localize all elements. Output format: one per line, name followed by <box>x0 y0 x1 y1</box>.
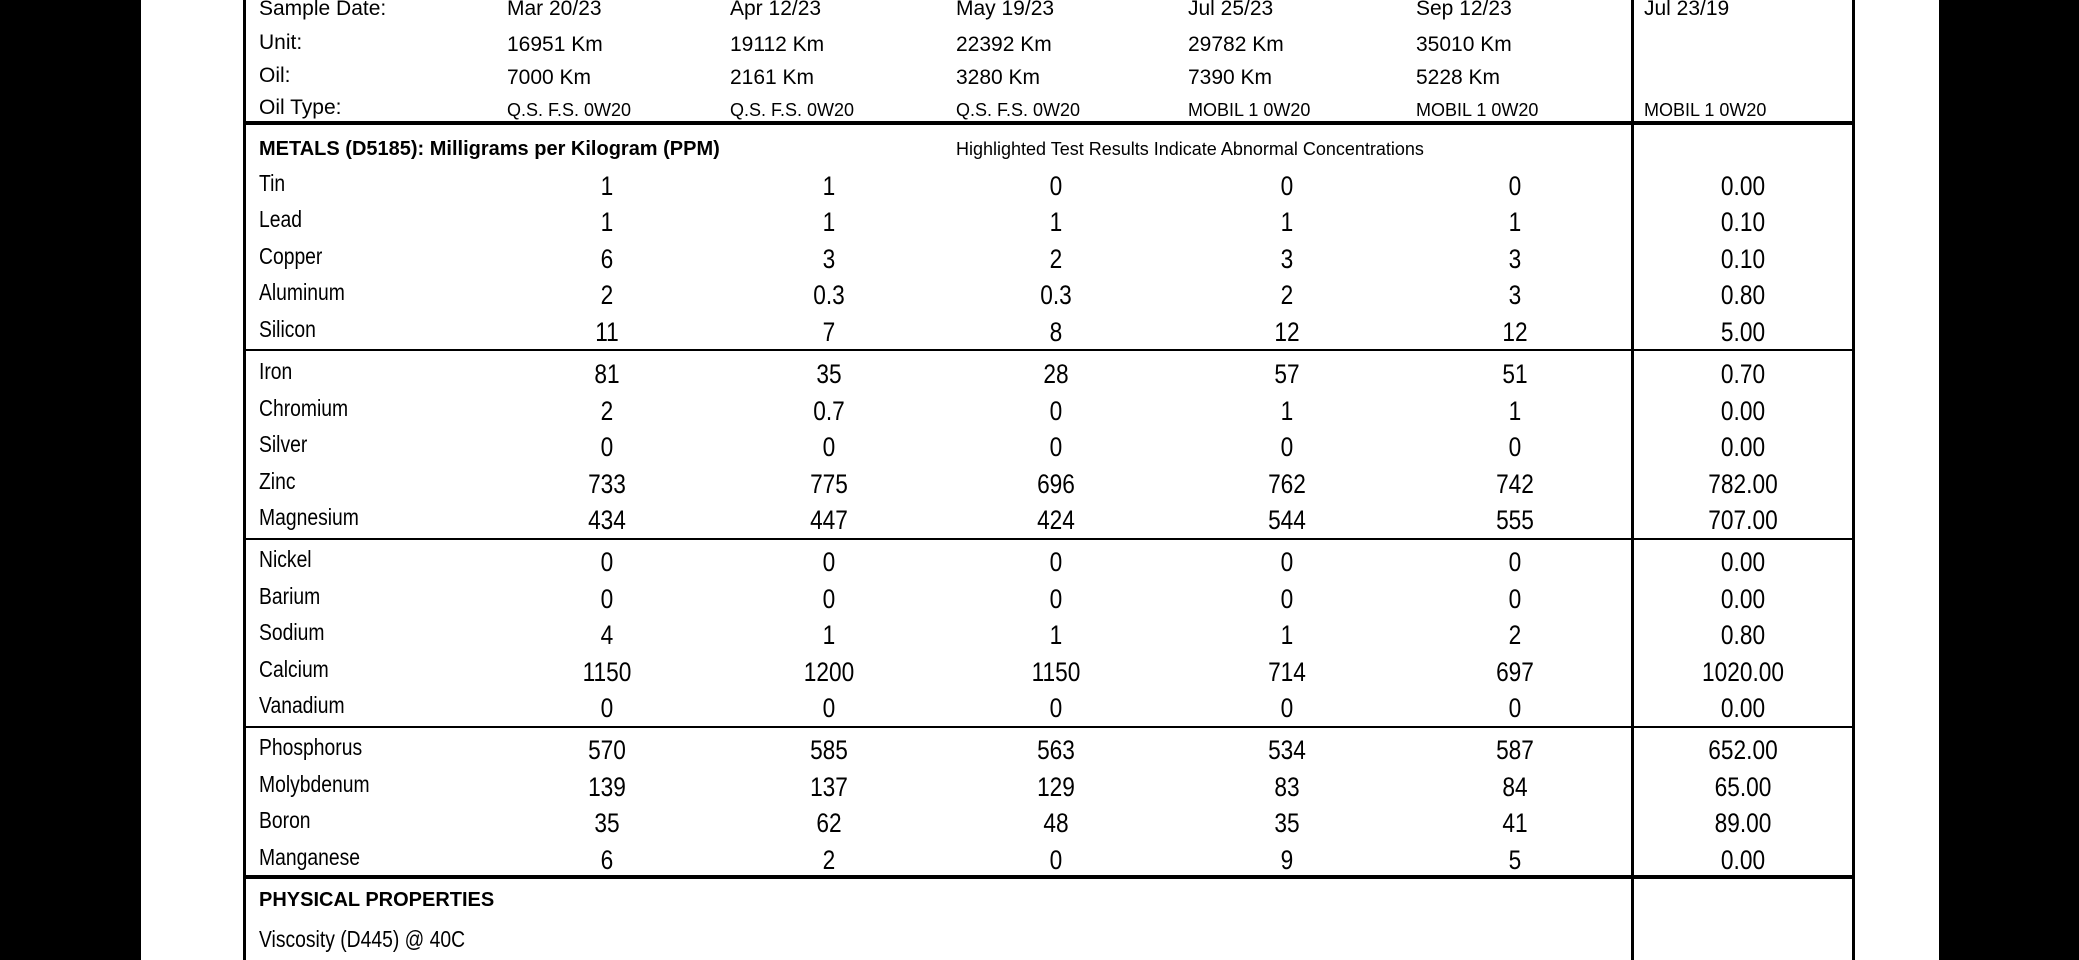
metal-value-barium-col3: 0 <box>1049 584 1063 614</box>
metal-value-chromium-col5: 1 <box>1508 396 1522 426</box>
col6-sample-date: Jul 23/19 <box>1644 0 1730 20</box>
col5-oil-type: MOBIL 1 0W20 <box>1416 100 1539 120</box>
metal-value-copper-col2: 3 <box>822 244 836 274</box>
metal-value-boron-col1: 35 <box>594 808 620 838</box>
metal-value-boron-col2: 62 <box>816 808 842 838</box>
metal-value-silver-col5: 0 <box>1508 432 1522 462</box>
metal-value-zinc-col6: 782.00 <box>1708 469 1778 499</box>
metals-bottom-rule <box>243 875 1854 879</box>
metal-value-aluminum-col2: 0.3 <box>813 280 845 310</box>
metal-row-label-manganese: Manganese <box>259 844 360 870</box>
metal-value-barium-col2: 0 <box>822 584 836 614</box>
metal-row-label-lead: Lead <box>259 206 302 232</box>
metal-value-manganese-col1: 6 <box>600 845 614 875</box>
metal-row-label-silver: Silver <box>259 431 308 457</box>
metal-value-silicon-col2: 7 <box>822 317 836 347</box>
metal-value-copper-col4: 3 <box>1280 244 1294 274</box>
metal-value-copper-col1: 6 <box>600 244 614 274</box>
header-label-unit: Unit: <box>259 31 303 54</box>
metal-value-manganese-col6: 0.00 <box>1720 845 1766 875</box>
metal-value-magnesium-col6: 707.00 <box>1708 505 1778 535</box>
metal-value-aluminum-col3: 0.3 <box>1040 280 1072 310</box>
metal-value-calcium-col1: 1150 <box>582 657 632 687</box>
col5-unit: 35010 Km <box>1416 33 1512 56</box>
metal-value-tin-col1: 1 <box>600 171 614 201</box>
group-divider-1 <box>243 349 1854 351</box>
metal-value-manganese-col5: 5 <box>1508 845 1522 875</box>
metal-value-calcium-col3: 1150 <box>1031 657 1081 687</box>
metal-value-sodium-col6: 0.80 <box>1720 620 1766 650</box>
metal-value-lead-col3: 1 <box>1049 207 1063 237</box>
metal-row-label-calcium: Calcium <box>259 656 329 682</box>
col3-sample-date: May 19/23 <box>956 0 1055 20</box>
metal-value-silicon-col3: 8 <box>1049 317 1063 347</box>
metal-value-barium-col4: 0 <box>1280 584 1294 614</box>
metal-value-manganese-col2: 2 <box>822 845 836 875</box>
metal-value-sodium-col4: 1 <box>1280 620 1294 650</box>
metal-value-vanadium-col5: 0 <box>1508 693 1522 723</box>
metal-value-molybdenum-col3: 129 <box>1037 772 1075 802</box>
metal-value-zinc-col1: 733 <box>588 469 626 499</box>
metal-value-sodium-col3: 1 <box>1049 620 1063 650</box>
metal-value-vanadium-col2: 0 <box>822 693 836 723</box>
metal-value-chromium-col4: 1 <box>1280 396 1294 426</box>
metal-value-tin-col4: 0 <box>1280 171 1294 201</box>
metal-value-zinc-col2: 775 <box>810 469 848 499</box>
metal-value-lead-col2: 1 <box>822 207 836 237</box>
metal-value-sodium-col1: 4 <box>600 620 614 650</box>
metal-row-label-aluminum: Aluminum <box>259 279 345 305</box>
metal-row-label-vanadium: Vanadium <box>259 692 345 718</box>
col5-oil: 5228 Km <box>1416 66 1501 89</box>
metal-value-copper-col5: 3 <box>1508 244 1522 274</box>
col3-oil: 3280 Km <box>956 66 1041 89</box>
metal-row-label-zinc: Zinc <box>259 468 296 494</box>
metal-value-copper-col6: 0.10 <box>1720 244 1766 274</box>
col6-oil-type: MOBIL 1 0W20 <box>1644 100 1767 120</box>
col3-unit: 22392 Km <box>956 33 1052 56</box>
header-label-sample-date: Sample Date: <box>259 0 387 20</box>
metal-value-lead-col1: 1 <box>600 207 614 237</box>
metal-value-silver-col3: 0 <box>1049 432 1063 462</box>
metal-row-label-barium: Barium <box>259 583 321 609</box>
metal-value-silicon-col5: 12 <box>1502 317 1528 347</box>
metal-value-aluminum-col4: 2 <box>1280 280 1294 310</box>
col3-oil-type: Q.S. F.S. 0W20 <box>956 100 1081 120</box>
metal-value-magnesium-col3: 424 <box>1037 505 1075 535</box>
metal-value-calcium-col2: 1200 <box>803 657 855 687</box>
metal-value-silver-col1: 0 <box>600 432 614 462</box>
metal-row-label-magnesium: Magnesium <box>259 504 359 530</box>
metal-value-magnesium-col4: 544 <box>1268 505 1306 535</box>
oil-analysis-report <box>141 0 1939 960</box>
metal-value-iron-col5: 51 <box>1502 359 1528 389</box>
metal-value-chromium-col6: 0.00 <box>1720 396 1766 426</box>
metal-value-boron-col4: 35 <box>1274 808 1300 838</box>
metal-value-sodium-col2: 1 <box>822 620 836 650</box>
metal-row-label-copper: Copper <box>259 243 323 269</box>
metal-value-molybdenum-col4: 83 <box>1274 772 1300 802</box>
metal-row-label-iron: Iron <box>259 358 293 384</box>
abnormal-results-note: Highlighted Test Results Indicate Abnormal Concentrations <box>956 139 1424 159</box>
col1-unit: 16951 Km <box>507 33 603 56</box>
col2-unit: 19112 Km <box>730 33 825 56</box>
metal-row-label-sodium: Sodium <box>259 619 325 645</box>
col4-unit: 29782 Km <box>1188 33 1284 56</box>
metal-value-zinc-col5: 742 <box>1496 469 1534 499</box>
metal-value-nickel-col1: 0 <box>600 547 614 577</box>
table-left-border <box>243 0 246 960</box>
metal-value-phosphorus-col4: 534 <box>1268 735 1306 765</box>
metal-value-nickel-col3: 0 <box>1049 547 1063 577</box>
col4-sample-date: Jul 25/23 <box>1188 0 1274 20</box>
metal-value-barium-col5: 0 <box>1508 584 1522 614</box>
metal-value-calcium-col4: 714 <box>1268 657 1306 687</box>
metal-value-sodium-col5: 2 <box>1508 620 1522 650</box>
metal-value-lead-col4: 1 <box>1280 207 1294 237</box>
metal-value-silver-col4: 0 <box>1280 432 1294 462</box>
metal-value-tin-col3: 0 <box>1049 171 1063 201</box>
metal-value-nickel-col4: 0 <box>1280 547 1294 577</box>
col5-sample-date: Sep 12/23 <box>1416 0 1512 20</box>
metal-value-silver-col6: 0.00 <box>1720 432 1766 462</box>
metal-value-vanadium-col6: 0.00 <box>1720 693 1766 723</box>
metal-value-boron-col6: 89.00 <box>1714 808 1772 838</box>
metal-value-iron-col4: 57 <box>1274 359 1300 389</box>
metal-row-label-boron: Boron <box>259 807 311 833</box>
metal-value-phosphorus-col6: 652.00 <box>1708 735 1778 765</box>
metal-value-boron-col5: 41 <box>1502 808 1528 838</box>
physical-section-title: PHYSICAL PROPERTIES <box>259 889 495 911</box>
metal-value-nickel-col5: 0 <box>1508 547 1522 577</box>
header-label-oil: Oil: <box>259 64 291 87</box>
metal-value-silicon-col1: 11 <box>595 317 619 347</box>
header-bottom-rule <box>243 121 1854 125</box>
col1-sample-date: Mar 20/23 <box>507 0 602 20</box>
metal-value-molybdenum-col2: 137 <box>810 772 848 802</box>
metal-value-zinc-col3: 696 <box>1037 469 1075 499</box>
metal-value-silver-col2: 0 <box>822 432 836 462</box>
metal-value-vanadium-col3: 0 <box>1049 693 1063 723</box>
header-label-oil-type: Oil Type: <box>259 96 342 119</box>
metal-value-iron-col1: 81 <box>594 359 620 389</box>
metal-value-tin-col6: 0.00 <box>1720 171 1766 201</box>
metal-row-label-chromium: Chromium <box>259 395 349 421</box>
metal-value-lead-col6: 0.10 <box>1720 207 1766 237</box>
metal-value-vanadium-col4: 0 <box>1280 693 1294 723</box>
metal-value-phosphorus-col1: 570 <box>588 735 626 765</box>
metal-value-manganese-col3: 0 <box>1049 845 1063 875</box>
metal-value-molybdenum-col1: 139 <box>588 772 626 802</box>
metal-row-label-molybdenum: Molybdenum <box>259 771 370 797</box>
col2-oil: 2161 Km <box>730 66 815 89</box>
metal-value-iron-col3: 28 <box>1043 359 1069 389</box>
metal-value-aluminum-col6: 0.80 <box>1720 280 1766 310</box>
metal-value-chromium-col2: 0.7 <box>813 396 845 426</box>
metal-value-phosphorus-col5: 587 <box>1496 735 1534 765</box>
metal-value-chromium-col1: 2 <box>600 396 614 426</box>
metal-value-boron-col3: 48 <box>1043 808 1069 838</box>
metal-value-nickel-col6: 0.00 <box>1720 547 1766 577</box>
metal-value-iron-col2: 35 <box>816 359 842 389</box>
baseline-column-left-border <box>1631 0 1634 960</box>
metal-value-molybdenum-col5: 84 <box>1502 772 1528 802</box>
metal-value-molybdenum-col6: 65.00 <box>1714 772 1772 802</box>
metals-section-title: METALS (D5185): Milligrams per Kilogram (PPM) <box>259 138 720 160</box>
table-right-border <box>1852 0 1855 960</box>
metal-value-aluminum-col1: 2 <box>600 280 614 310</box>
metal-value-phosphorus-col3: 563 <box>1037 735 1075 765</box>
metal-value-chromium-col3: 0 <box>1049 396 1063 426</box>
group-divider-2 <box>243 538 1854 540</box>
col4-oil: 7390 Km <box>1188 66 1273 89</box>
metal-value-silicon-col6: 5.00 <box>1720 317 1766 347</box>
group-divider-3 <box>243 726 1854 728</box>
metal-row-label-phosphorus: Phosphorus <box>259 734 363 760</box>
metal-value-nickel-col2: 0 <box>822 547 836 577</box>
col1-oil-type: Q.S. F.S. 0W20 <box>507 100 632 120</box>
metal-value-iron-col6: 0.70 <box>1720 359 1766 389</box>
metal-value-barium-col6: 0.00 <box>1720 584 1766 614</box>
col4-oil-type: MOBIL 1 0W20 <box>1188 100 1311 120</box>
physical-row-viscosity-40c: Viscosity (D445) @ 40C <box>259 926 466 952</box>
metal-value-copper-col3: 2 <box>1049 244 1063 274</box>
metal-value-magnesium-col1: 434 <box>588 505 626 535</box>
metal-value-lead-col5: 1 <box>1508 207 1522 237</box>
col2-sample-date: Apr 12/23 <box>730 0 822 20</box>
metal-value-barium-col1: 0 <box>600 584 614 614</box>
metal-value-magnesium-col2: 447 <box>810 505 848 535</box>
metal-value-calcium-col6: 1020.00 <box>1702 657 1784 687</box>
metal-value-tin-col2: 1 <box>822 171 836 201</box>
metal-value-silicon-col4: 12 <box>1274 317 1300 347</box>
metal-value-calcium-col5: 697 <box>1496 657 1534 687</box>
metal-value-manganese-col4: 9 <box>1280 845 1294 875</box>
metal-value-vanadium-col1: 0 <box>600 693 614 723</box>
metal-row-label-silicon: Silicon <box>259 316 316 342</box>
metal-value-phosphorus-col2: 585 <box>810 735 848 765</box>
metal-value-tin-col5: 0 <box>1508 171 1522 201</box>
metal-row-label-nickel: Nickel <box>259 546 312 572</box>
col1-oil: 7000 Km <box>507 66 592 89</box>
metal-row-label-tin: Tin <box>259 170 286 196</box>
col2-oil-type: Q.S. F.S. 0W20 <box>730 100 855 120</box>
metal-value-aluminum-col5: 3 <box>1508 280 1522 310</box>
metal-value-magnesium-col5: 555 <box>1496 505 1534 535</box>
metal-value-zinc-col4: 762 <box>1268 469 1306 499</box>
